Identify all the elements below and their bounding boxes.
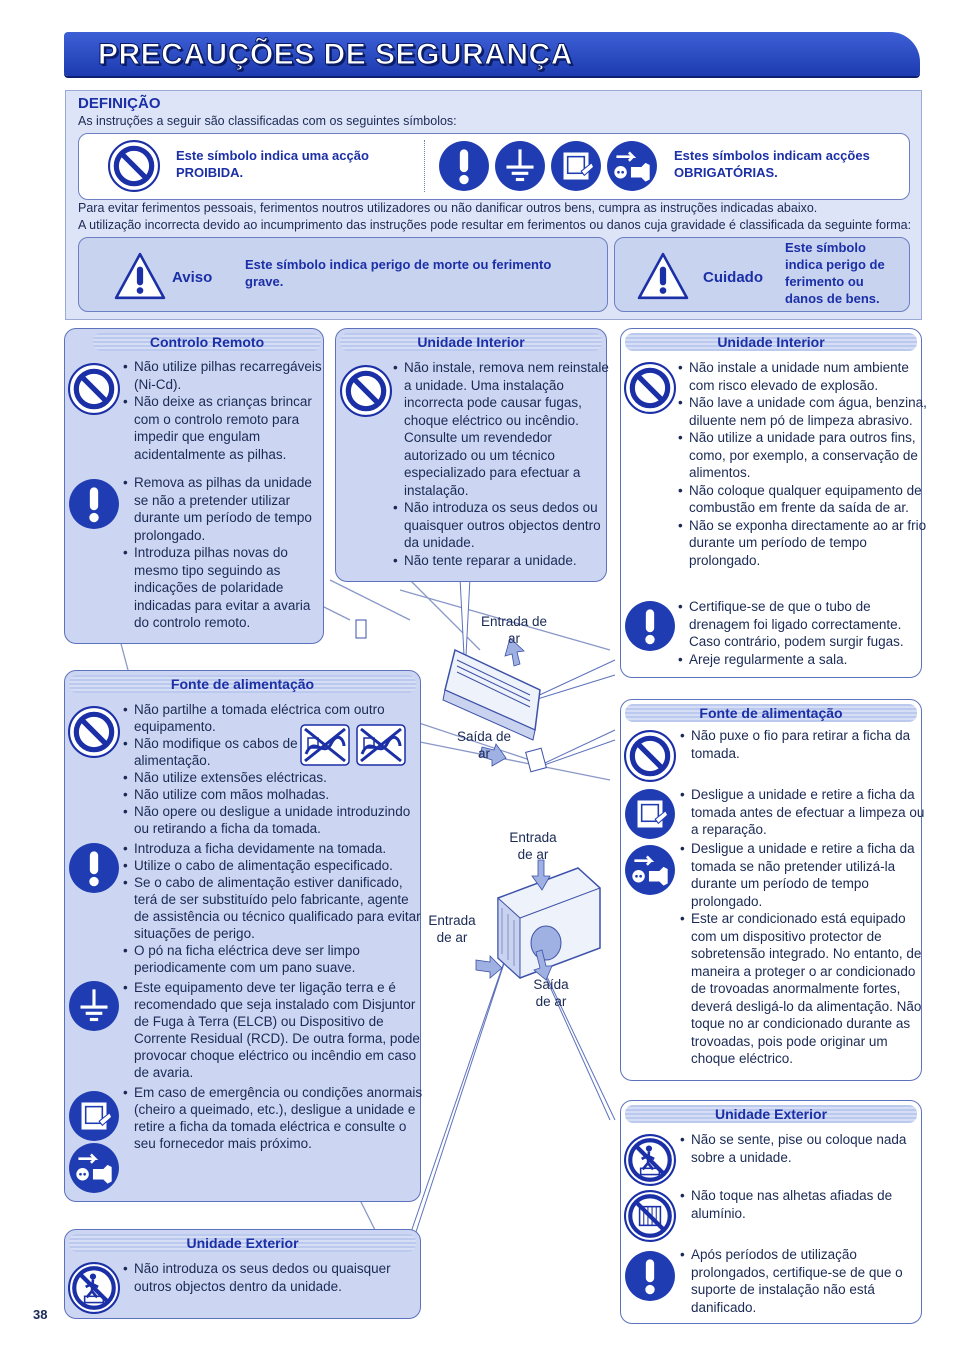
list-item: • Não introduza os seus dedos ou quaisquer outros objectos dentro da unidade.	[404, 499, 610, 552]
list-item: • Se o cabo de alimentação estiver danificado, terá de ser substituído pelo fabricante, agente de assistência ou técnico qualificado para evitar situações de perigo.	[134, 874, 424, 942]
power-prohibited-list-2	[679, 727, 927, 762]
power-earth-list	[122, 979, 424, 1081]
list-item: • Introduza pilhas novas do mesmo tipo seguindo as indicações de polaridade indicadas para evitar a avaria do controlo remoto.	[134, 544, 326, 632]
warning-icon	[114, 252, 166, 300]
outdoor-list-1	[122, 1260, 424, 1295]
page-number: 38	[33, 1307, 48, 1322]
aviso-label: Aviso	[172, 269, 213, 286]
power-supply-heading-2: Fonte de alimentação	[625, 704, 917, 722]
list-item: • Não toque nas alhetas afiadas de alumínio.	[691, 1187, 927, 1222]
list-item: • O pó na ficha eléctrica deve ser limpo periodicamente com um pano suave.	[134, 942, 424, 976]
list-item: • Não puxe o fio para retirar a ficha da tomada.	[691, 727, 927, 762]
unplug-icon	[624, 844, 676, 896]
power-emergency-list	[122, 1084, 424, 1152]
list-item: • Não instale a unidade num ambiente com risco elevado de explosão.	[689, 359, 927, 394]
outdoor-unit-heading-1: Unidade Exterior	[69, 1234, 416, 1252]
aviso-text: Este símbolo indica perigo de morte ou ferimento grave.	[245, 257, 552, 289]
power-switch-list-2	[679, 786, 927, 839]
list-item: • Não tente reparar a unidade.	[404, 552, 610, 570]
mandatory-icon	[438, 140, 490, 192]
mandatory-text: Estes símbolos indicam acções OBRIGATÓRIAS.	[674, 148, 870, 180]
list-item: • Não utilize com mãos molhadas.	[134, 786, 424, 803]
list-item: • Desligue a unidade e retire a ficha da tomada antes de efectuar a limpeza ou a reparação.	[691, 786, 927, 839]
list-item: • Não utilize a unidade para outros fins, como, por exemplo, a conservação de alimentos.	[689, 429, 927, 482]
air-outlet-label-2: Saída de ar	[533, 977, 569, 1009]
list-item: • Introduza a ficha devidamente na tomada.	[134, 840, 424, 857]
mandatory-icon	[68, 478, 120, 530]
power-supply-heading-1: Fonte de alimentação	[69, 675, 416, 693]
list-item: • Utilize o cabo de alimentação especificado.	[134, 857, 424, 874]
earth-icon	[68, 980, 120, 1032]
power-unplug-list-2	[679, 840, 927, 1068]
list-item: • Não introduza os seus dedos ou quaisquer outros objectos dentro da unidade.	[134, 1260, 424, 1295]
list-item: • Não utilize extensões eléctricas.	[134, 769, 424, 786]
title-bar	[64, 32, 920, 76]
definition-paragraph-1: Para evitar ferimentos pessoais, ferimentos noutros utilizadores ou não danificar outros bens, cumpra as instruções indicadas abaixo.	[78, 201, 818, 215]
air-outlet-label-1: Saída de ar	[456, 729, 512, 761]
indoor-prohibited-list-2	[677, 359, 927, 569]
list-item: • Não instale, remova nem reinstale a unidade. Uma instalação incorrecta pode causar fugas, choque eléctrico ou incêndio. Consulte um revendedor autorizado ou um técnico especializado para efectuar a instalação.	[404, 359, 610, 499]
prohibited-text: Este símbolo indica uma acção PROIBIDA.	[176, 148, 369, 180]
definition-intro: As instruções a seguir são classificadas com os seguintes símbolos:	[78, 114, 457, 128]
list-item: • Não se sente, pise ou coloque nada sobre a unidade.	[691, 1131, 927, 1166]
list-item: • Não coloque qualquer equipamento de combustão em frente da saída de ar.	[689, 482, 927, 517]
prohibited-icon	[340, 365, 392, 417]
list-item: • Não utilize pilhas recarregáveis (Ni-Cd).	[134, 358, 326, 393]
list-item: • Não se exponha directamente ao ar frio durante um período de tempo prolongado.	[689, 517, 927, 570]
list-item: • Remova as pilhas da unidade se não a pretender utilizar durante um período de tempo prolongado.	[134, 474, 326, 544]
outdoor-list-2b	[679, 1187, 927, 1222]
list-item: • Este ar condicionado está equipado com um dispositivo protector de sobretensão integrado. No entanto, de maneira a proteger o ar condicionado de trovoadas anormalmente fortes, deverá desligá-lo da alimentação. Não toque no ar condicionado durante as trovoadas, pois pode originar um choque eléctrico.	[691, 910, 927, 1068]
remote-mandatory-list	[122, 474, 326, 632]
list-item: • Desligue a unidade e retire a ficha da tomada se não pretender utilizá-la durante um período de tempo prolongado.	[691, 840, 927, 910]
list-item: • Este equipamento deve ter ligação terra e é recomendado que seja instalado com Disjuntor de Fuga à Terra (ELCB) ou Dispositivo de Corrente Residual (RCD). De outra forma, pode provocar choque eléctrico ou incêndio em caso de avaria.	[134, 979, 424, 1081]
switch-off-icon	[68, 1090, 120, 1142]
list-item: • Não deixe as crianças brincar com o controlo remoto para impedir que engulam acidentalmente as pilhas.	[134, 393, 326, 463]
page-title: PRECAUÇÕES DE SEGURANÇA	[98, 38, 573, 71]
list-item: • Não lave a unidade com água, benzina, diluente nem pó de limpeza abrasivo.	[689, 394, 927, 429]
indoor-unit-heading-1: Unidade Interior	[340, 333, 602, 351]
outdoor-list-2a	[679, 1131, 927, 1166]
no-touch-fins-icon	[624, 1190, 676, 1242]
power-mandatory-list-1	[122, 840, 424, 976]
mandatory-icon	[624, 600, 676, 652]
no-stepping-icon	[624, 1134, 676, 1186]
earth-icon	[494, 140, 546, 192]
divider	[424, 140, 425, 192]
prohibited-icon	[68, 706, 120, 758]
prohibited-icon	[108, 140, 160, 192]
indoor-unit-heading-2: Unidade Interior	[625, 333, 917, 351]
mandatory-icon	[68, 842, 120, 894]
unplug-icon	[68, 1142, 120, 1194]
cuidado-label: Cuidado	[703, 269, 763, 286]
list-item: • Não modifique os cabos de alimentação.	[134, 735, 304, 769]
definition-heading: DEFINIÇÃO	[78, 95, 161, 112]
outdoor-unit-heading-2: Unidade Exterior	[625, 1105, 917, 1123]
cuidado-text: Este símbolo indica perigo de ferimento ou danos de bens.	[785, 240, 885, 306]
air-inlet-label-3: Entrada de ar	[428, 913, 476, 945]
remote-control-heading: Controlo Remoto	[93, 333, 321, 351]
no-fingers-icon	[68, 1262, 120, 1314]
definition-paragraph-2: A utilização incorrecta devido ao incumprimento das instruções pode resultar em ferimentos ou danos cuja gravidade é classificada da seguinte forma:	[78, 218, 912, 232]
caution-icon	[637, 252, 689, 300]
unplug-icon	[606, 140, 658, 192]
prohibited-icon	[624, 730, 676, 782]
switch-off-icon	[550, 140, 602, 192]
list-item: • Em caso de emergência ou condições anormais (cheiro a queimado, etc.), desligue a unidade e retire a ficha da tomada eléctrica e consulte o seu fornecedor mais próximo.	[134, 1084, 424, 1152]
list-item: • Não partilhe a tomada eléctrica com outro equipamento.	[134, 701, 424, 735]
indoor-prohibited-list-1	[392, 359, 610, 569]
prohibited-icon	[68, 363, 120, 415]
indoor-mandatory-list-2	[677, 598, 927, 668]
mandatory-icon	[624, 1250, 676, 1302]
list-item: • Não opere ou desligue a unidade introduzindo ou retirando a ficha da tomada.	[134, 803, 424, 837]
outdoor-list-2c	[679, 1246, 927, 1316]
list-item: • Areje regularmente a sala.	[689, 651, 927, 669]
remote-prohibited-list	[122, 358, 326, 463]
power-prohibited-list-1	[122, 701, 424, 837]
air-inlet-label-2: Entrada de ar	[509, 830, 557, 862]
list-item: • Certifique-se de que o tubo de drenagem foi ligado correctamente. Caso contrário, podem surgir fugas.	[689, 598, 927, 651]
prohibited-icon	[624, 362, 676, 414]
air-inlet-label-1: Entrada de ar	[480, 614, 548, 646]
switch-off-icon	[624, 788, 676, 840]
list-item: • Após períodos de utilização prolongados, certifique-se de que o suporte de instalação não está danificado.	[691, 1246, 927, 1316]
